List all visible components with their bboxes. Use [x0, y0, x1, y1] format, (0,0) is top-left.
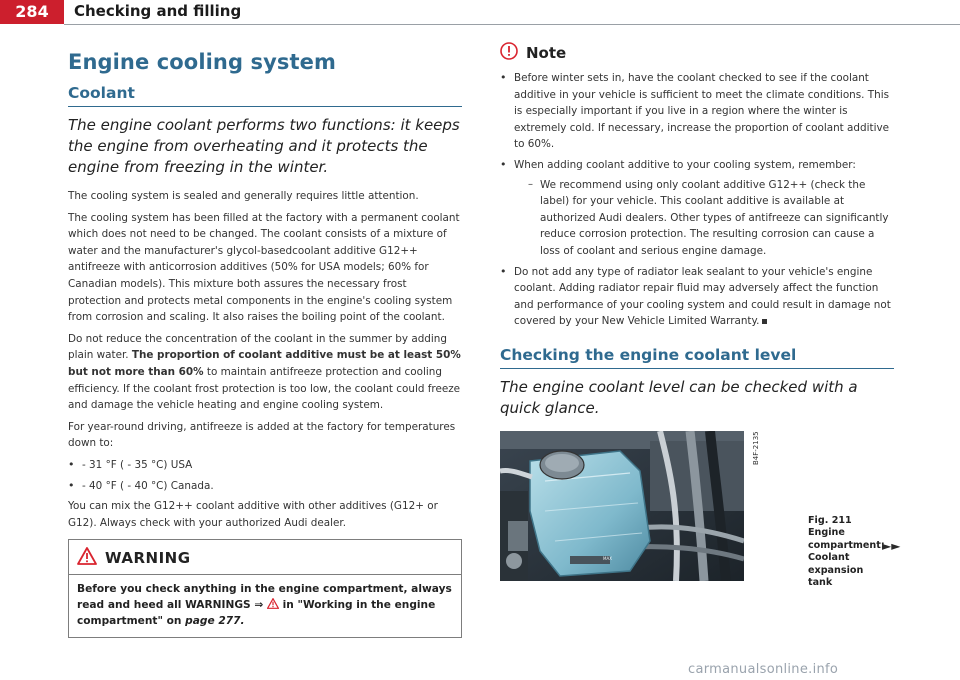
note-header [500, 42, 894, 64]
note-title: Note [526, 44, 567, 62]
temperature-list [68, 457, 462, 494]
subsection-heading-coolant-level: Checking the engine coolant level [500, 346, 894, 369]
lead-text: The engine coolant performs two functions: it keeps the engine from overheating and it protects the engine from freezing in the winter. [68, 116, 460, 176]
end-of-section-mark [762, 319, 767, 324]
warning-text-part: in "Working in the engine compartment" on [77, 599, 436, 628]
sub-list-item: – We recommend using only coolant additive G12++ (check the label) for your vehicle. This coolant additive is available at authorized Audi dealers. Other types of antifreeze can significantly reduce corrosion protection. The resulting corrosion can cause a loss of coolant and serious engine damage. [528, 177, 894, 260]
sub-list [528, 177, 894, 260]
section-heading: Engine cooling system [68, 50, 336, 74]
note-exclamation-icon [500, 42, 518, 64]
list-item: • Before winter sets in, have the coolant checked to see if the coolant additive in your vehicle is sufficient to meet the climate conditions. This is especially important if you live in a region where the winter is extremely cold. If necessary, increase the proportion of coolant additive to 60%. [500, 70, 894, 153]
list-item: • - 31 °F ( - 35 °C) USA [68, 457, 462, 474]
paragraph-text: to maintain antifreeze protection and cooling efficiency. If the coolant frost protection is too low, the coolant could freeze and damage the vehicle heating and engine cooling system. [68, 365, 461, 412]
svg-text:MAX: MAX [603, 555, 612, 561]
note-list [500, 70, 894, 330]
paragraph: For year-round driving, antifreeze is added at the factory for temperatures down to: [68, 420, 456, 450]
warning-text-part: Before you check anything in the engine compartment, always read and heed all WARNINGS ⇒ [77, 583, 452, 612]
left-column [68, 42, 462, 638]
right-column [500, 42, 901, 591]
paragraph-text: Do not reduce the concentration of the coolant in the summer by adding plain water. [68, 332, 447, 362]
warning-header [69, 540, 461, 575]
list-item: • - 40 °F ( - 40 °C) Canada. [68, 478, 462, 495]
figure-code: B4F-2135 [752, 431, 760, 465]
warning-ref-icon [267, 599, 279, 611]
list-item-text: When adding coolant additive to your cooling system, remember: [514, 158, 856, 171]
list-item [500, 157, 894, 260]
paragraph: The cooling system is sealed and generally requires little attention. [68, 190, 419, 202]
warning-triangle-icon [77, 547, 97, 569]
figure-caption: Fig. 211 Engine compartment: Coolant expansion tank [808, 514, 885, 589]
list-item-text: Do not add any type of radiator leak sealant to your vehicle's engine coolant. Adding radiator repair fluid may adversely affect the function and performance of your cooling system and could result in damage not covered by your New Vehicle Limited Warranty. [514, 265, 891, 328]
warning-box [68, 539, 462, 638]
paragraph: The cooling system has been filled at the factory with a permanent coolant which does not need to be changed. The coolant consists of a mixture of water and the manufacturer's glycol-basedcoolant additive G12++ antifreeze with anticorrosion additives (50% for USA models; 60% for Canadian models). This mixture both assures the necessary frost protection and protects metal components in the engine's cooling system from corrosion and scaling. It also raises the boiling point of the coolant. [68, 211, 460, 324]
watermark: carmanualsonline.info [688, 662, 839, 677]
paragraph-bold-text: The proportion of coolant additive must be at least 50% but not more than 60% [68, 349, 461, 378]
subsection-heading-coolant: Coolant [68, 84, 462, 107]
paragraph [68, 331, 462, 414]
chapter-title: Checking and filling [74, 2, 242, 20]
header-rule [64, 24, 960, 25]
page-reference-link[interactable]: page 277. [185, 615, 245, 628]
lead-text: The engine coolant level can be checked with a quick glance. [500, 377, 858, 417]
engine-compartment-photo [500, 431, 744, 581]
warning-title: WARNING [105, 549, 191, 568]
list-item [500, 264, 894, 330]
figure [500, 431, 901, 591]
continue-arrow-icon: ►► [882, 538, 901, 553]
warning-text [69, 575, 461, 637]
coolant-level-section [500, 345, 901, 591]
paragraph: You can mix the G12++ coolant additive with other additives (G12+ or G12). Always check with your authorized Audi dealer. [68, 500, 438, 529]
page-number: 284 [0, 0, 64, 24]
